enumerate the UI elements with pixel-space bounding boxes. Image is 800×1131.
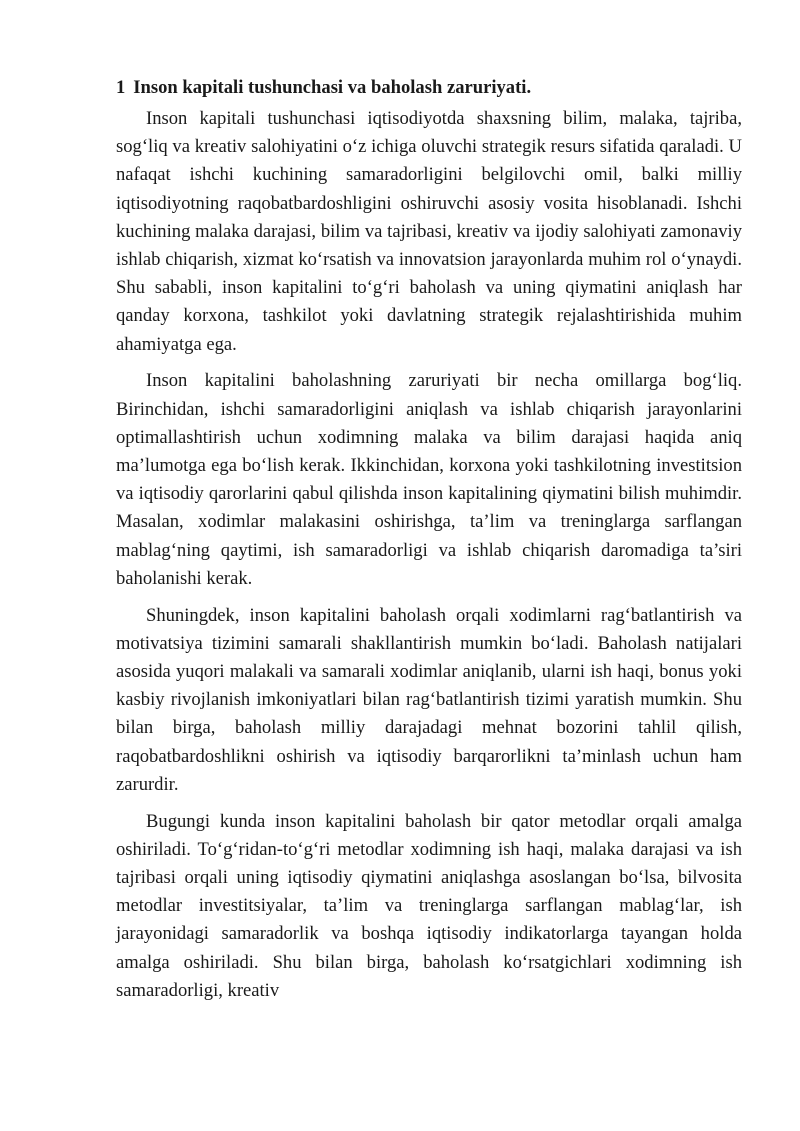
paragraph-2: Inson kapitalini baholashning zaruriyati bir necha omillarga bog‘liq. Birinchidan, ishchi samaradorligini aniqlash va ishlab chiqarish jarayonlarini optimallashtirish uchun xodimning malaka va bilim darajasi haqida aniq ma’lumotga ega bo‘lish kerak. Ikkinchidan, korxona yoki tashkilotning investitsion va iqtisodiy qarorlarini qabul qilishda inson kapitalining qiymatini bilish muhimdir. Masalan, xodimlar malakasini oshirishga, ta’lim va treninglarga sarflangan mablag‘ning qaytimi, ish samaradorligi va ishlab chiqarish daromadiga ta’siri baholanishi kerak. xyxy=(116,370,742,589)
section-number: 1 xyxy=(116,77,126,98)
section-heading xyxy=(116,74,742,102)
section-title: Inson kapitali tushunchasi va baholash zaruriyati. xyxy=(133,77,532,98)
page-content xyxy=(116,74,742,1014)
paragraph-1: Inson kapitali tushunchasi iqtisodiyotda shaxsning bilim, malaka, tajriba, sog‘liq va kreativ salohiyatini o‘z ichiga oluvchi strategik resurs sifatida qaraladi. U nafaqat ishchi kuchining samaradorligini belgilovchi omil, balki milliy iqtisodiyotning raqobatbardoshligini oshiruvchi asosiy vosita hisoblanadi. Ishchi kuchining malaka darajasi, bilim va tajribasi, kreativ va ijodiy salohiyati zamonaviy ishlab chiqarish, xizmat ko‘rsatish va innovatsion jarayonlarda muhim rol o‘ynaydi. Shu sababli, inson kapitalini to‘g‘ri baholash va uning qiymatini aniqlash har qanday korxona, tashkilot yoki davlatning strategik rejalashtirishida muhim ahamiyatga ega. xyxy=(116,108,742,355)
paragraph-3: Shuningdek, inson kapitalini baholash orqali xodimlarni rag‘batlantirish va motivatsiya tizimini samarali shakllantirish mumkin bo‘ladi. Baholash natijalari asosida yuqori malakali va samarali xodimlar aniqlanib, ularni ish haqi, bonus yoki kasbiy rivojlanish imkoniyatlari bilan rag‘batlantirish tizimi yaratish mumkin. Shu bilan birga, baholash milliy darajadagi mehnat bozorini tahlil qilish, raqobatbardoshlikni oshirish va iqtisodiy barqarorlikni ta’minlash uchun ham zarurdir. xyxy=(116,604,742,795)
paragraph-4: Bugungi kunda inson kapitalini baholash bir qator metodlar orqali amalga oshiriladi. To‘g‘ridan-to‘g‘ri metodlar xodimning ish haqi, malaka darajasi va ish tajribasi orqali uning iqtisodiy qiymatini aniqlashga asoslangan bo‘lsa, bilvosita metodlar investitsiyalar, ta’lim va treninglarga sarflangan mablag‘lar, ish jarayonidagi samaradorlik va boshqa iqtisodiy indikatorlarga tayangan holda amalga oshiriladi. Shu bilan birga, baholash ko‘rsatgichlari xodimning ish samaradorligi, kreativ xyxy=(116,810,742,1001)
